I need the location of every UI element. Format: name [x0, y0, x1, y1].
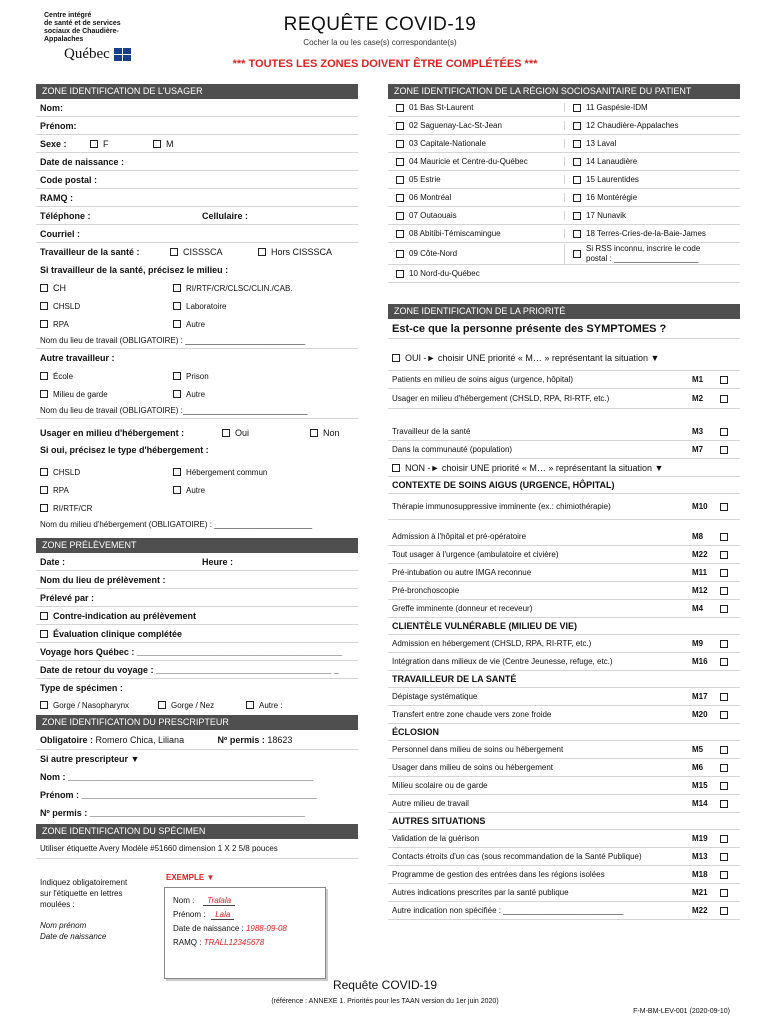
region-checkbox[interactable] [396, 140, 404, 148]
quebec-wordmark: Québec [64, 46, 110, 62]
sexe-f-checkbox[interactable] [90, 140, 98, 148]
priority-checkbox[interactable] [720, 871, 728, 879]
priority-checkbox[interactable] [720, 746, 728, 754]
voyage-field[interactable]: Voyage hors Québec : _________________________________________ [36, 643, 358, 661]
priority-label: Usager dans milieu de soins ou hébergement [392, 763, 553, 772]
priority-label: Pré-intubation ou autre IMGA reconnue [392, 568, 532, 577]
priority-code: M9 [692, 639, 704, 648]
priority-checkbox[interactable] [720, 800, 728, 808]
region-checkbox[interactable] [396, 230, 404, 238]
priority-row [388, 848, 740, 866]
priority-label: Admission à l'hôpital et pré-opératoire [392, 532, 527, 541]
garde-checkbox[interactable] [40, 390, 48, 398]
priority-row [388, 389, 740, 409]
nom-lieu-travail-field[interactable]: Nom du lieu de travail (OBLIGATOIRE) : ___________________________ [36, 333, 358, 349]
prison-checkbox[interactable] [173, 372, 181, 380]
priority-label: Personnel dans milieu de soins ou hébergement [392, 745, 564, 754]
autre2-checkbox[interactable] [173, 390, 181, 398]
region-label: 01 Bas St-Laurent [409, 103, 474, 112]
priority-label: Pré-bronchoscopie [392, 586, 460, 595]
usager-header: ZONE IDENTIFICATION DE L'USAGER [36, 84, 358, 99]
region-checkbox[interactable] [573, 212, 581, 220]
eval-clinique-checkbox[interactable] [40, 630, 48, 638]
gorge-naso-checkbox[interactable] [40, 701, 48, 709]
priority-checkbox[interactable] [720, 569, 728, 577]
date-retour-field[interactable]: Date de retour du voyage : ___________________________________ _ [36, 661, 358, 679]
autre-specimen-checkbox[interactable] [246, 701, 254, 709]
priority-row [388, 759, 740, 777]
priority-row [388, 902, 740, 920]
region-label: 02 Saguenay-Lac-St-Jean [409, 121, 502, 130]
rpa2-checkbox[interactable] [40, 486, 48, 494]
region-label: 06 Montréal [409, 193, 452, 202]
ecole-checkbox[interactable] [40, 372, 48, 380]
logo-line: sociaux de Chaudière- [44, 28, 119, 35]
priorite-header: ZONE IDENTIFICATION DE LA PRIORITÉ [388, 304, 740, 319]
logo-line: de santé et de services [44, 20, 121, 27]
priority-label: Dépistage systématique [392, 692, 478, 701]
priority-checkbox[interactable] [720, 853, 728, 861]
heberg-non-checkbox[interactable] [310, 429, 318, 437]
priority-checkbox[interactable] [720, 782, 728, 790]
priority-code: M21 [692, 888, 708, 897]
autre-travailleur-label: Autre travailleur : [40, 353, 115, 363]
priority-checkbox[interactable] [720, 907, 728, 915]
priority-label: Greffe imminente (donneur et receveur) [392, 604, 533, 613]
priority-label: Milieu scolaire ou de garde [392, 781, 488, 790]
priority-section-title: TRAVAILLEUR DE LA SANTÉ [388, 671, 740, 688]
region-label: 05 Estrie [409, 175, 441, 184]
priority-label: Autre indication non spécifiée : ___________________________ [392, 906, 624, 915]
priority-row [388, 653, 740, 671]
priority-checkbox[interactable] [720, 711, 728, 719]
priority-code: M14 [692, 799, 708, 808]
priority-code: M13 [692, 852, 708, 861]
region-label: 17 Nunavik [586, 211, 627, 220]
nom-lieu-travail2-field[interactable]: Nom du lieu de travail (OBLIGATOIRE) :____________________________ [36, 403, 358, 419]
priority-section-title: CONTEXTE DE SOINS AIGUS (URGENCE, HÔPITAL) [388, 477, 740, 494]
region-checkbox[interactable] [573, 230, 581, 238]
symptomes-question: Est-ce que la personne présente des SYMPTOMES ? [388, 319, 740, 339]
region-zone [388, 84, 740, 283]
priority-row [388, 884, 740, 902]
region-checkbox[interactable] [396, 104, 404, 112]
region-label: 08 Abitibi-Témiscamingue [409, 229, 501, 238]
autre3-checkbox[interactable] [173, 486, 181, 494]
region-checkbox[interactable] [396, 270, 404, 278]
region-checkbox[interactable] [573, 122, 581, 130]
contre-indication-checkbox[interactable] [40, 612, 48, 620]
priority-code: M1 [692, 375, 704, 384]
priority-row [388, 600, 740, 618]
prescr-permis-field[interactable]: Nº permis : ___________________________________________ [40, 808, 306, 818]
page-subtitle: Cocher la ou les case(s) correspondante(s) [303, 38, 457, 47]
region-checkbox[interactable] [396, 194, 404, 202]
non-priority-list [388, 477, 740, 920]
priority-row [388, 741, 740, 759]
priority-code: M2 [692, 394, 704, 403]
priority-code: M10 [692, 502, 708, 511]
rpa-checkbox[interactable] [40, 320, 48, 328]
priority-code: M8 [692, 532, 704, 541]
avery-instruction: Utiliser étiquette Avery Modèle #51660 dimension 1 X 2 5/8 pouces [40, 844, 278, 853]
priority-checkbox[interactable] [720, 605, 728, 613]
cisssca-checkbox[interactable] [170, 248, 178, 256]
nom-lieu-prelev-field[interactable]: Nom du lieu de prélèvement : [36, 571, 358, 589]
region-checkbox[interactable] [573, 158, 581, 166]
priority-checkbox[interactable] [720, 658, 728, 666]
priority-checkbox[interactable] [720, 533, 728, 541]
region-checkbox[interactable] [573, 104, 581, 112]
priority-row [388, 706, 740, 724]
region-label: 15 Laurentides [586, 175, 639, 184]
example-label-sticker: Nom : Tralala Prénom : Lala Date de naissance : 1988-09-08 RAMQ : TRALL12345678 [164, 887, 326, 979]
priority-checkbox[interactable] [720, 503, 728, 511]
region-checkbox[interactable] [573, 194, 581, 202]
priority-label: Autre milieu de travail [392, 799, 469, 808]
priority-row [388, 866, 740, 884]
precisez-label: Si travailleur de la santé, précisez le milieu : [40, 265, 229, 275]
region-checkbox[interactable] [396, 122, 404, 130]
usager-zone: ZONE IDENTIFICATION DE L'USAGER Nom: Prénom: Sexe : F M Date de naissance : Code postal : RAMQ : Téléphone : Cellulaire : Courriel : Travailleur de la santé : CISSSCA Hors CISSSCA Si travailleur de la santé, précisez le milieu : CH RI/RTF/CR/CLSC/CLIN./CAB. CHSLD Laboratoire RPA Autre Nom du lieu de travail (OBLIGATOIRE) : ___________________________ Autre travailleur : École Prison Milieu de garde Autre Nom du lieu de travail (OBLIGATOIRE) :____________________________ Usager en milieu d'hébergement : Oui Non Si oui, précisez le type d'hébergement : CHSLD Hébergement commun RPA Autre RI/RTF/CR Nom du milieu d'hébergement (OBLIGATOIRE) : ______________________ [36, 84, 358, 533]
ramq-field[interactable]: RAMQ : [36, 189, 358, 207]
code-postal-field[interactable]: Code postal : [36, 171, 358, 189]
region-label: 16 Montérégie [586, 193, 638, 202]
priority-code: M17 [692, 692, 708, 701]
priority-row [388, 564, 740, 582]
priority-checkbox[interactable] [720, 428, 728, 436]
priority-checkbox[interactable] [720, 835, 728, 843]
priority-code: M19 [692, 834, 708, 843]
region-checkbox[interactable] [396, 212, 404, 220]
priority-code: M20 [692, 710, 708, 719]
sexe-field: Sexe : F M [36, 135, 358, 153]
gorge-nez-checkbox[interactable] [158, 701, 166, 709]
priority-row [388, 546, 740, 564]
exemple-label: EXEMPLE ▼ [166, 873, 215, 882]
priority-code: M3 [692, 427, 704, 436]
priority-label: Contacts étroits d'un cas (sous recommandation de la Santé Publique) [392, 852, 642, 861]
region-label: 18 Terres-Cries-de-la-Baie-James [586, 229, 706, 238]
region-label: 03 Capitale-Nationale [409, 139, 486, 148]
priority-checkbox[interactable] [720, 376, 728, 384]
priority-row [388, 441, 740, 459]
priority-row [388, 582, 740, 600]
hors-cisssca-checkbox[interactable] [258, 248, 266, 256]
nom-field[interactable]: Nom: [36, 99, 358, 117]
priority-code: M22 [692, 906, 708, 915]
region-header: ZONE IDENTIFICATION DE LA RÉGION SOCIOSANITAIRE DU PATIENT [388, 84, 740, 99]
region-grid: 01 Bas St-Laurent 11 Gaspésie-IDM 02 Saguenay-Lac-St-Jean 12 Chaudière-Appalaches 03 Capitale-Nationale 13 Laval 04 Mauricie et Centre-du-Québec 14 Lanaudière 05 Estrie 15 Laurentides 06 Montréal 16 Montérégie 07 Outaouais 17 Nunavik 08 Abitibi-Témiscamingue 18 Terres-Cries-de-la-Baie-James 09 Côte-Nord Si RSS inconnu, inscrire le code postal : ___________________ 10 Nord-du-Québec [388, 99, 740, 283]
symptomes-non-checkbox[interactable] [392, 464, 400, 472]
priority-checkbox[interactable] [720, 446, 728, 454]
priority-code: M7 [692, 445, 704, 454]
chsld-checkbox[interactable] [40, 302, 48, 310]
prescr-nom-field[interactable]: Nom : _________________________________________________ [40, 772, 314, 782]
priority-label: Transfert entre zone chaude vers zone froide [392, 710, 552, 719]
rirtfcr-checkbox[interactable] [40, 504, 48, 512]
priority-row [388, 830, 740, 848]
heure-field[interactable]: Heure : [202, 556, 234, 567]
priority-code: M12 [692, 586, 708, 595]
type-heberg-label: Si oui, précisez le type d'hébergement : [40, 445, 209, 455]
priority-label: Travailleur de la santé [392, 427, 471, 436]
commun-checkbox[interactable] [173, 468, 181, 476]
priority-checkbox[interactable] [720, 693, 728, 701]
cellulaire-field[interactable]: Cellulaire : [202, 210, 249, 221]
footer-title: Requête COVID-19 [332, 978, 438, 992]
priority-row [388, 795, 740, 813]
priority-row [388, 423, 740, 441]
rirtf-checkbox[interactable] [173, 284, 181, 292]
specimen-header: ZONE IDENTIFICATION DU SPÉCIMEN [36, 824, 358, 839]
priority-row [388, 528, 740, 546]
priority-label: Usager en milieu d'hébergement (CHSLD, RPA, RI-RTF, etc.) [392, 394, 610, 403]
permis-value: 18623 [267, 734, 293, 745]
telephone-field[interactable]: Téléphone : Cellulaire : [36, 207, 358, 225]
priority-checkbox[interactable] [720, 395, 728, 403]
priority-label: Thérapie immunosuppressive imminente (ex.: chimiothérapie) [392, 502, 611, 511]
nom-milieu-heberg-field[interactable]: Nom du milieu d'hébergement (OBLIGATOIRE) : ______________________ [40, 520, 313, 529]
priority-checkbox[interactable] [720, 587, 728, 595]
heberg-oui-checkbox[interactable] [222, 429, 230, 437]
ddn-field[interactable]: Date de naissance : [36, 153, 358, 171]
priority-checkbox[interactable] [720, 640, 728, 648]
form-code: F-M-BM-LEV-001 (2020-09-10) [633, 1008, 730, 1015]
page-title: REQUÊTE COVID-19 [283, 14, 477, 35]
prescr-prenom-field[interactable]: Prénom : _______________________________________________ [40, 790, 317, 800]
symptomes-oui-checkbox[interactable] [392, 354, 400, 362]
priority-code: M15 [692, 781, 708, 790]
priority-code: M4 [692, 604, 704, 613]
priority-label: Patients en milieu de soins aigus (urgence, hôpital) [392, 375, 573, 384]
priority-label: Admission en hébergement (CHSLD, RPA, RI-RTF, etc.) [392, 639, 592, 648]
sexe-m-checkbox[interactable] [153, 140, 161, 148]
region-label: 09 Côte-Nord [409, 249, 458, 258]
priority-checkbox[interactable] [720, 889, 728, 897]
priority-label: Autres indications prescrites par la santé publique [392, 888, 569, 897]
priority-code: M18 [692, 870, 708, 879]
priority-row [388, 371, 740, 389]
priority-row [388, 494, 740, 520]
specimen-zone: ZONE IDENTIFICATION DU SPÉCIMEN Utiliser étiquette Avery Modèle #51660 dimension 1 X 2 5/8 pouces Indiquez obligatoirement sur l'étiquette en lettres moulées : Nom prénom Date de naissance EXEMPLE ▼ Nom : Tralala Prénom : Lala Date de naissance : 1988-09-08 RAMQ : TRALL12345678 [36, 824, 358, 969]
prescripteur-zone: ZONE IDENTIFICATION DU PRESCRIPTEUR Obligatoire : Romero Chica, Liliana Nº permis : 18623 Si autre prescripteur ▼ Nom : _________________________________________________ Prénom : _______________________________________________ Nº permis : ___________________________________________ [36, 715, 358, 822]
prelevement-zone: ZONE PRÉLÈVEMENT Date : Heure : Nom du lieu de prélèvement : Prélevé par : Contre-indication au prélèvement Évaluation clinique complétée Voyage hors Québec : _________________________________________ Date de retour du voyage : ___________________________________ _ Type de spécimen : Gorge / Nasopharynx Gorge / Nez Autre : [36, 538, 358, 713]
logo-line: Appalaches [44, 36, 84, 43]
region-checkbox[interactable] [396, 158, 404, 166]
autre-checkbox[interactable] [173, 320, 181, 328]
priority-row [388, 635, 740, 653]
priority-code: M5 [692, 745, 704, 754]
courriel-field[interactable]: Courriel : [36, 225, 358, 243]
priority-row [388, 688, 740, 706]
priority-checkbox[interactable] [720, 551, 728, 559]
warning-banner: *** TOUTES LES ZONES DOIVENT ÊTRE COMPLÉTÉES *** [232, 58, 538, 70]
region-label: 10 Nord-du-Québec [409, 269, 480, 278]
priority-label: Dans la communauté (population) [392, 445, 513, 454]
region-label: 04 Mauricie et Centre-du-Québec [409, 157, 528, 166]
rss-inconnu-checkbox[interactable] [573, 250, 581, 258]
priority-checkbox[interactable] [720, 764, 728, 772]
priority-section-title: CLIENTÈLE VULNÉRABLE (MILIEU DE VIE) [388, 618, 740, 635]
code-postal-region-field[interactable]: postal : ___________________ [586, 253, 699, 263]
priority-code: M16 [692, 657, 708, 666]
priority-code: M22 [692, 550, 708, 559]
region-label: 07 Outaouais [409, 211, 457, 220]
region-checkbox[interactable] [573, 140, 581, 148]
region-label: 13 Laval [586, 139, 617, 148]
autre-prescripteur-label: Si autre prescripteur ▼ [40, 754, 140, 764]
priority-row [388, 777, 740, 795]
priority-label: Intégration dans milieux de vie (Centre Jeunesse, refuge, etc.) [392, 657, 613, 666]
preleve-par-field[interactable]: Prélevé par : [36, 589, 358, 607]
region-label: 12 Chaudière-Appalaches [586, 121, 679, 130]
priority-section-title: AUTRES SITUATIONS [388, 813, 740, 830]
region-checkbox[interactable] [396, 250, 404, 258]
type-specimen-label: Type de spécimen : [40, 683, 123, 693]
priority-code: M11 [692, 568, 708, 577]
region-checkbox[interactable] [396, 176, 404, 184]
prescripteur-name: Romero Chica, Liliana [95, 734, 185, 745]
chsld2-checkbox[interactable] [40, 468, 48, 476]
priority-label: Programme de gestion des entrées dans les régions isolées [392, 870, 605, 879]
priority-label: Tout usager à l'urgence (ambulatoire et civière) [392, 550, 559, 559]
prelevement-header: ZONE PRÉLÈVEMENT [36, 538, 358, 553]
region-label: 14 Lanaudière [586, 157, 638, 166]
labo-checkbox[interactable] [173, 302, 181, 310]
prescripteur-header: ZONE IDENTIFICATION DU PRESCRIPTEUR [36, 715, 358, 730]
footer-reference: (référence : ANNEXE 1. Priorités pour les TAAN version du 1er juin 2020) [271, 998, 499, 1005]
priority-label: Validation de la guérison [392, 834, 480, 843]
travailleur-label: Travailleur de la santé : [40, 247, 140, 257]
priorite-zone: ZONE IDENTIFICATION DE LA PRIORITÉ Est-ce que la personne présente des SYMPTOMES ? OUI -► choisir UNE priorité « M… » représentant la situation ▼ Patients en milieu de soins aigus (urgence, hôpital) M1 Usager en milieu d'hébergement (CHSLD, RPA, RI-RTF, etc.) M2 Travailleur de la santé M3 Dans la communauté (population) M7 NON -► choisir UNE priorité « M… » représentant la situation ▼ CONTEXTE DE SOINS AIGUS (URGENCE, HÔPITAL) Thérapie immunosuppressive imminente (ex.: chimiothérapie) M10 Admission à l'hôpital et pré-opératoire M8 Tout usager à l'urgence (ambulatoire et civière) M22 Pré-intubation ou autre IMGA reconnue M11 Pré-bronchoscopie M12 Greffe imminente (donneur et receveur) M4 CLIENTÈLE VULNÉRABLE (MILIEU DE VIE) Admission en hébergement (CHSLD, RPA, RI-RTF, etc.) M9 Intégration dans milieux de vie (Centre Jeunesse, refuge, etc.) M16 TRAVAILLEUR DE LA SANTÉ Dépistage systématique M17 Transfert entre zone chaude vers zone froide M20 ÉCLOSION Personnel dans milieu de soins ou hébergement M5 Usager dans milieu de soins ou hébergement M6 Milieu scolaire ou de garde M15 Autre milieu de travail M14 AUTRES SITUATIONS Validation de la guérison M19 Contacts étroits d'un cas (sous recommandation de la Santé Publique) M13 Programme de gestion des entrées dans les régions isolées M18 Autres indications prescrites par la santé publique M21 Autre indication non spécifiée : ___________________________ M22 [388, 304, 740, 920]
prenom-field[interactable]: Prénom: [36, 117, 358, 135]
priority-section-title: ÉCLOSION [388, 724, 740, 741]
logo-line: Centre intégré [44, 12, 92, 19]
region-checkbox[interactable] [573, 176, 581, 184]
oui-priority-list [388, 371, 740, 459]
logo [44, 12, 154, 62]
date-field[interactable]: Date : Heure : [36, 553, 358, 571]
ch-checkbox[interactable] [40, 284, 48, 292]
priority-code: M6 [692, 763, 704, 772]
region-label: 11 Gaspésie-IDM [586, 103, 648, 112]
